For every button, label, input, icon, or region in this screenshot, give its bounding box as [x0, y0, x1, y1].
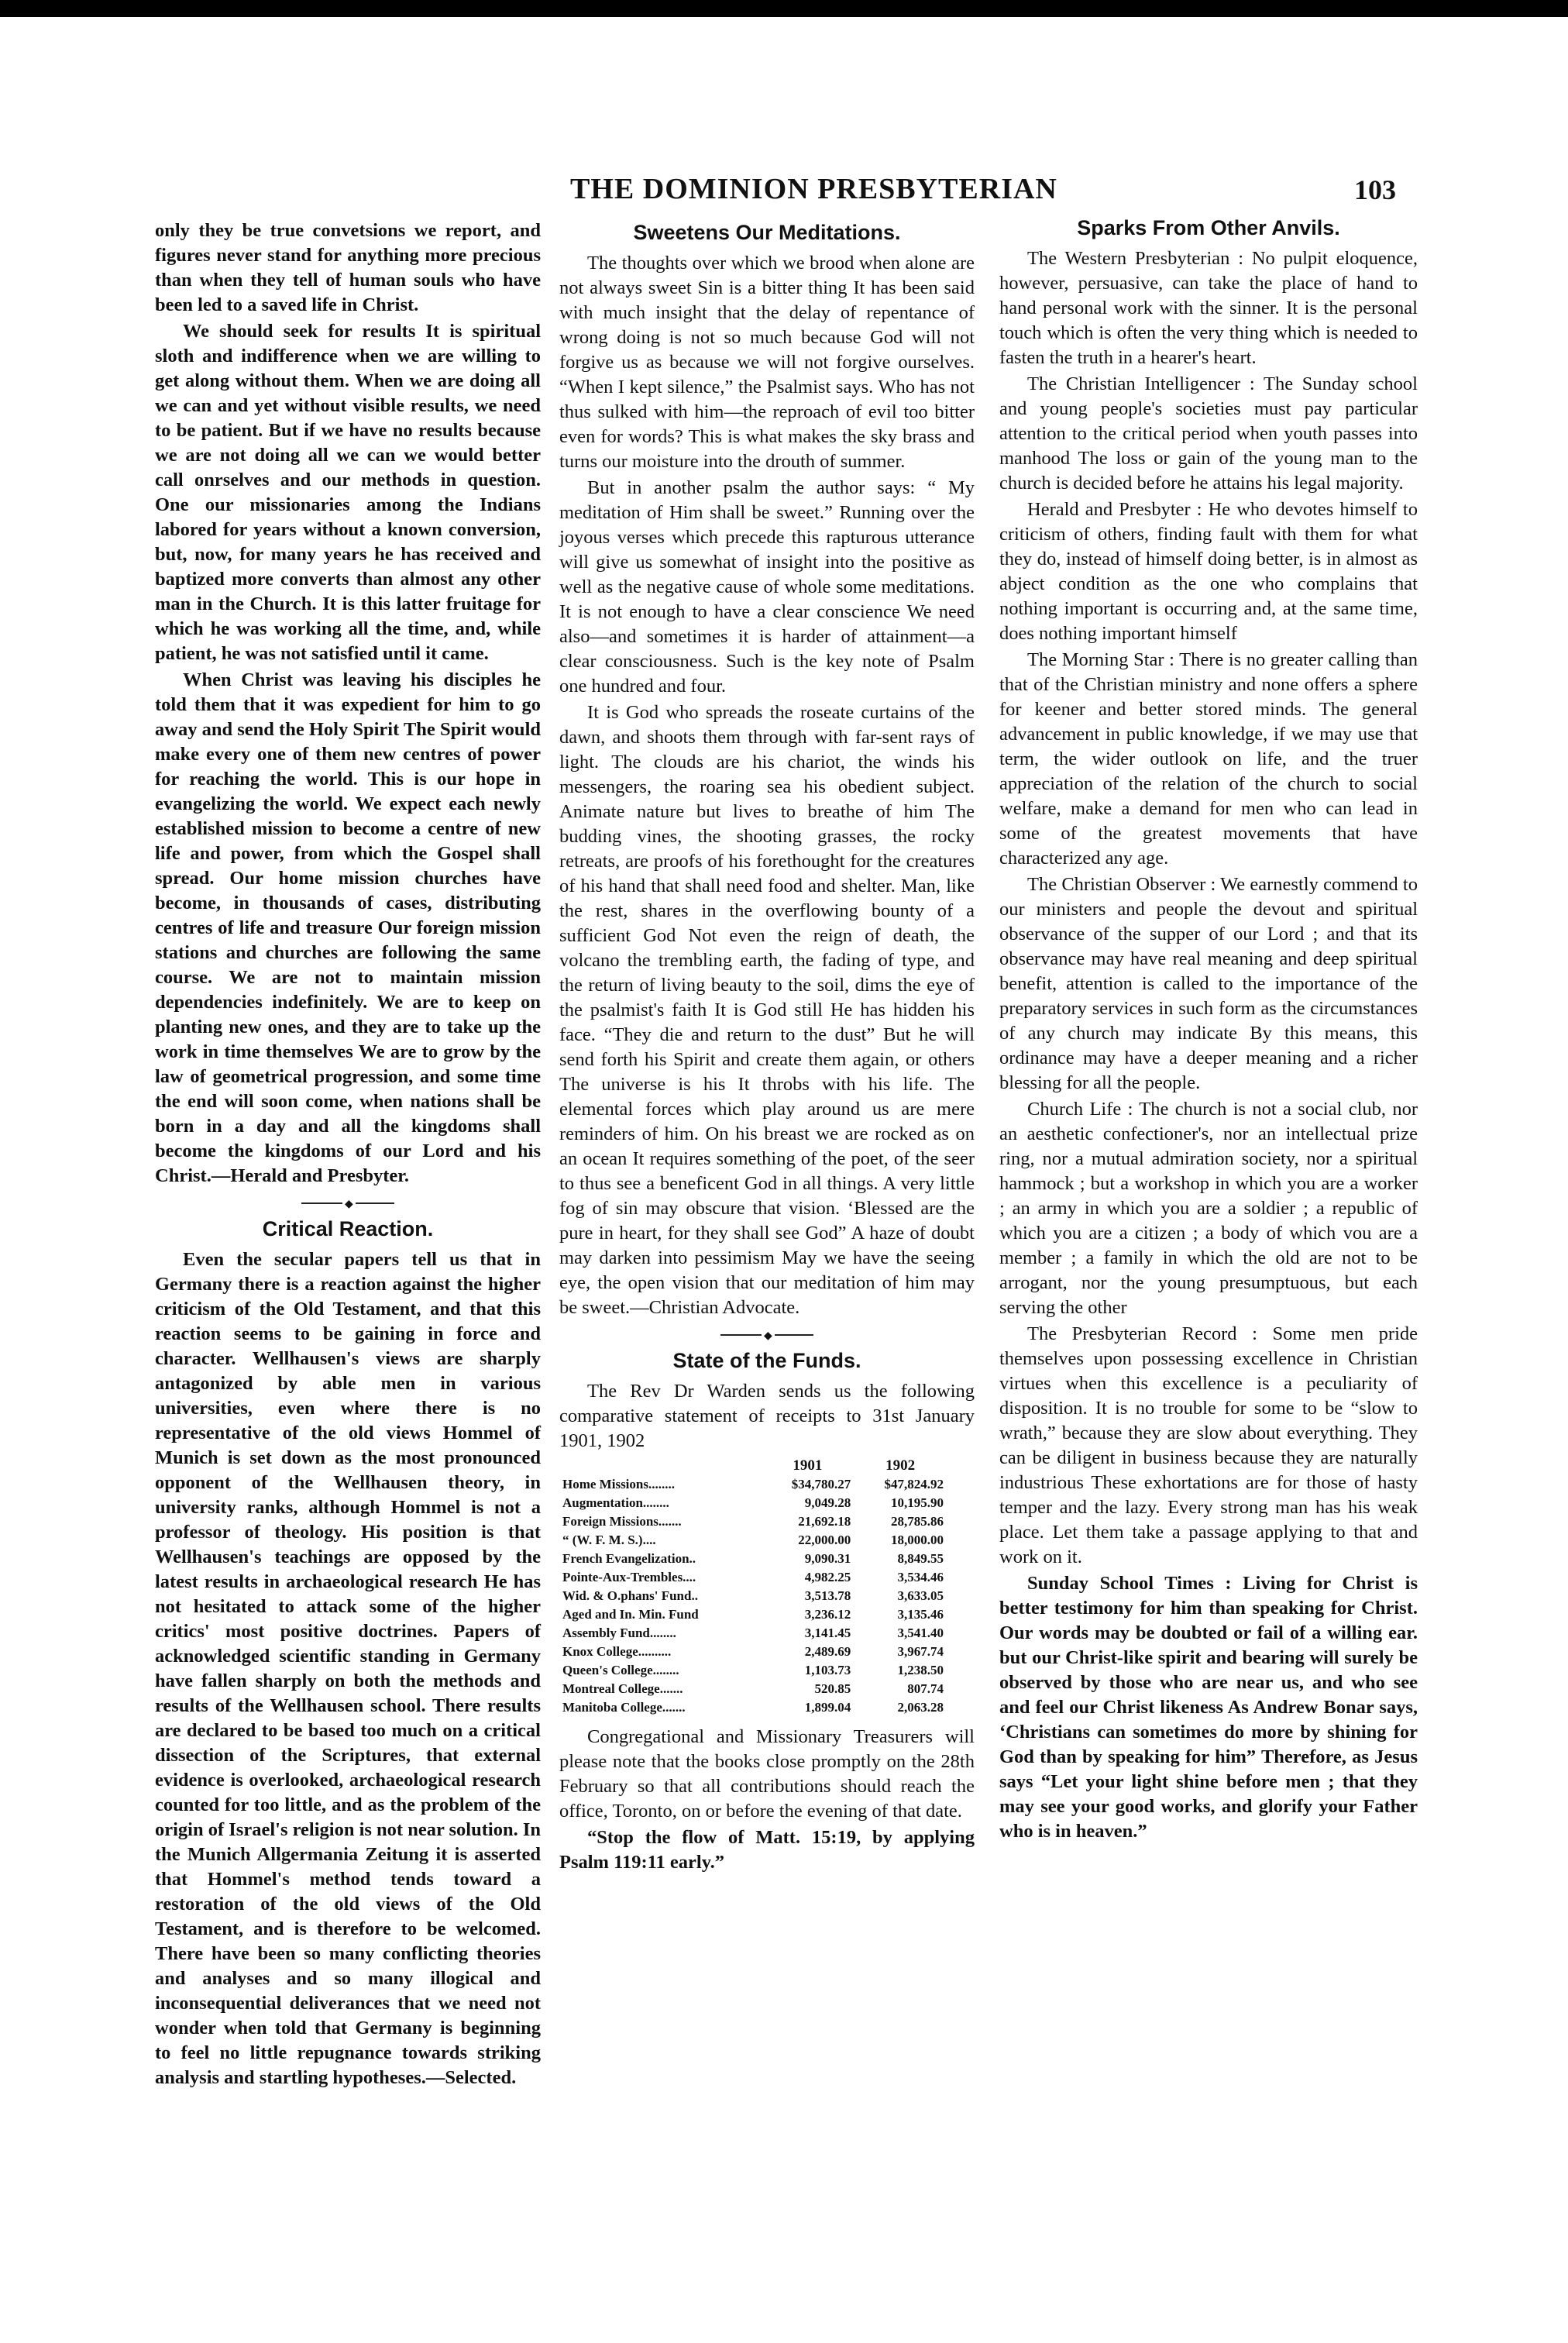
table-row [559, 1643, 947, 1661]
paragraph: The thoughts over which we brood when alone are not always sweet Sin is a bitter thing It has been said with much insight that the delay of repentance of wrong doing is not so much because God will not forgive us as because we will not forgive ourselves. “When I kept silence,” the Psalmist says. Who has not thus sulked with him—the reproach of evil too bitter even for words? This is what makes the sky brass and turns our moisture into the drouth of summer. [559, 253, 975, 472]
receipts-1902: 10,195.90 [891, 1495, 944, 1510]
receipts-1902: 3,633.05 [897, 1588, 944, 1603]
receipts-1902: $47,824.92 [884, 1477, 944, 1491]
paragraph: The Morning Star : There is no greater calling than that of the Christian ministry and none offers a sphere for keener and better stored minds. The general advancement in public knowledge, if we may use that term, the wider outlook on life, and the truer appreciation of the relation of the church to social welfare, make a demand for men who can lead in some of the greatest movements that have characterized any age. [999, 649, 1418, 869]
paragraph: When Christ was leaving his disciples he told them that it was expedient for him to go away and send the Holy Spirit The Spirit would make every one of them new centres of power for reaching the world. This is our hope in evangelizing the world. We expect each newly established mission to become a centre of new life and power, from which the Gospel shall spread. Our home mission churches have become, in thousands of cases, distributing centres of life and treasure Our foreign mission stations and churches are following the same course. We are not to maintain mission dependencies indefinitely. We are to keep on planting new ones, and they are to take up the work in time themselves We are to grow by the law of geometrical progression, and some time the end will soon come, when nations shall be born in a day and all the kingdoms shall become the kingdoms of our Lord and his Christ.—Herald and Presbyter. [155, 669, 541, 1186]
scripture-note: “Stop the flow of Matt. 15:19, by applying Psalm 119:11 early.” [559, 1827, 975, 1873]
paragraph: only they be true convetsions we report, and figures never stand for anything more precious than when they tell of human souls who have been led to a saved life in Christ. [155, 220, 541, 315]
table-row [559, 1698, 947, 1717]
table-row [559, 1587, 947, 1605]
table-row [559, 1680, 947, 1698]
column-header-fund [559, 1457, 761, 1475]
receipts-1902: 8,849.55 [897, 1551, 944, 1566]
paragraph: But in another psalm the author says: “ My meditation of Him shall be sweet.” Running over the joyous verses which precede this rapturous utterance will give us somewhat of insight into the positive as well as the negative cause of whole some meditations. It is not enough to have a clear conscience We need also—and sometimes it is harder of attainment—a clear consciousness. Such is the key note of Psalm one hundred and four. [559, 477, 975, 697]
page-number: 103 [1354, 174, 1396, 205]
fund-name: Manitoba College....... [562, 1700, 686, 1715]
receipts-1902: 28,785.86 [891, 1514, 944, 1529]
fund-name: “ (W. F. M. S.).... [562, 1533, 656, 1547]
fund-name: Knox College.......... [562, 1644, 672, 1659]
table-row [559, 1494, 947, 1512]
receipts-1901: 22,000.00 [798, 1533, 851, 1547]
paragraph: We should seek for results It is spiritual sloth and indifference when we are willing to get along without them. When we are doing all we can and yet without visible results, we need to be patient. But if we have no results because we are not doing all we can we would better call onrselves and our methods in question. One our missionaries among the Indians labored for years without a known conversion, but, now, for many years he has received and baptized more converts than almost any other man in the Church. It is this latter fruitage for which he was working all the time, and, while patient, he was not satisfied until it came. [155, 321, 541, 664]
receipts-1901: 3,236.12 [804, 1607, 851, 1622]
receipts-1901: 1,103.73 [804, 1663, 851, 1677]
receipts-1902: 3,534.46 [897, 1570, 944, 1584]
table-row [559, 1512, 947, 1531]
table-row [559, 1531, 947, 1550]
funds-table [559, 1457, 947, 1717]
newspaper-title: THE DOMINION PRESBYTERIAN [570, 173, 1057, 205]
table-row [559, 1661, 947, 1680]
heading-state-of-the-funds: State of the Funds. [672, 1349, 861, 1372]
paragraph: The Western Presbyterian : No pulpit eloquence, however, persuasive, can take the place of hand to hand personal work with the sinner. It is the personal touch which is often the very thing which is needed to fasten the truth in a hearer's heart. [999, 248, 1418, 368]
column-left [155, 218, 541, 2092]
fund-name: Pointe-Aux-Trembles.... [562, 1570, 696, 1584]
receipts-1901: 3,513.78 [804, 1588, 851, 1603]
paragraph: The Presbyterian Record : Some men pride themselves upon possessing excellence in Christian virtues when this excellence is a peculiarity of disposition. It is no trouble for some to be “slow to wrath,” because they are slow about everything. They can be diligent in business because they are naturally industrious These exhortations are for those of hasty temper and the lazy. Every strong man has his weak place. Let them take a passage applying to that and work on it. [999, 1323, 1418, 1567]
paragraph: Even the secular papers tell us that in Germany there is a reaction against the higher criticism of the Old Testament, and that this reaction seems to be gaining in force and character. Wellhausen's views are sharply antagonized by able men in various universities, even where there is no representative of the old views Hommel of Munich is set down as the most pronounced opponent of the Wellhausen theory, in university ranks, although Hommel is not a professor of theology. His position is that Wellhausen's teachings are opposed by the latest results in archaeological research He has not hesitated to attack some of the higher critics' most positive doctrines. Papers of acknowledged scientific standing in Germany have fallen sharply on both the methods and results of the Wellhausen school. There results are declared to be based too much on a critical dissection of the Scriptures, that external evidence is overlooked, archaeological research counted for too little, and as the problem of the origin of Israel's religion is not near solution. In the Munich Allgermania Zeitung it is asserted that Hommel's method tends toward a restoration of the old views of the Old Testament, and is therefore to be welcomed. There have been so many conflicting theories and analyses and so many illogical and inconsequential deliverances that we need not wonder when told that Germany is beginning to feel no little repugnance towards striking analysis and startling hypotheses.—Selected. [155, 1249, 541, 2088]
receipts-1902: 3,967.74 [897, 1644, 944, 1659]
fund-name: Foreign Missions....... [562, 1514, 682, 1529]
table-row [559, 1568, 947, 1587]
receipts-1901: 21,692.18 [798, 1514, 851, 1529]
receipts-1902: 1,238.50 [897, 1663, 944, 1677]
table-row [559, 1624, 947, 1643]
article-continuation [155, 218, 541, 1189]
fund-name: Augmentation........ [562, 1495, 669, 1510]
fund-name: Aged and In. Min. Fund [562, 1607, 699, 1622]
receipts-1902: 3,541.40 [897, 1626, 944, 1640]
table-row [559, 1475, 947, 1494]
masthead [0, 172, 1568, 218]
fund-name: Queen's College........ [562, 1663, 679, 1677]
receipts-1902: 3,135.46 [897, 1607, 944, 1622]
fund-name: Wid. & O.phans' Fund.. [562, 1588, 698, 1603]
paragraph: Congregational and Missionary Treasurers will please note that the books close promptly on the 28th February so that all contributions should reach the office, Toronto, on or before the evening of that date. [559, 1726, 975, 1822]
paragraph: The Christian Observer : We earnestly commend to our ministers and people the devout and spiritual observance of the supper of our Lord ; and that its observance may have real meaning and deep spiritual benefit, attention is called to the importance of the preparatory services in such form as the circumstances of any church may indicate By this means, this ordinance may have a deeper meaning and a richer blessing for all the people. [999, 874, 1418, 1093]
table-row [559, 1605, 947, 1624]
column-header-1902: 1902 [885, 1457, 916, 1474]
fund-name: Home Missions........ [562, 1477, 675, 1491]
heading-sweetens-our-meditations: Sweetens Our Meditations. [633, 221, 901, 244]
receipts-1901: 1,899.04 [804, 1700, 851, 1715]
heading-critical-reaction: Critical Reaction. [262, 1217, 434, 1240]
receipts-1902: 18,000.00 [891, 1533, 944, 1547]
column-middle [559, 220, 975, 1877]
receipts-1901: 9,090.31 [804, 1551, 851, 1566]
receipts-1901: $34,780.27 [791, 1477, 851, 1491]
receipts-1901: 3,141.45 [804, 1626, 851, 1640]
paragraph: The Rev Dr Warden sends us the following comparative statement of receipts to 31st January 1901, 1902 [559, 1381, 975, 1451]
paragraph: Sunday School Times : Living for Christ is better testimony for him than speaking for Christ. Our words may be doubted or fail of a willing ear. but our Christ-like spirit and bearing will surely be observed by those who are near us, and who see and feel our Christ likeness As Andrew Bonar says, ‘Christians can sometimes do more by shining for God than by speaking for him” Therefore, as Jesus says “Let your light shine before men ; that they may see your good works, and glorify your Father who is in heaven.” [999, 1573, 1418, 1842]
fund-name: French Evangelization.. [562, 1551, 696, 1566]
receipts-1901: 9,049.28 [804, 1495, 851, 1510]
column-right [999, 215, 1418, 1846]
paragraph: Church Life : The church is not a social club, nor an aesthetic confectioner's, nor an intellectual prize ring, nor a mutual admiration society, nor a spiritual hammock ; but a workshop in which you are a worker ; an army in which you are a soldier ; a republic of which you are a citizen ; a body of which vou are a member ; a family in which the old are not to be arrogant, nor the young presumptuous, but each serving the other [999, 1099, 1418, 1318]
section-divider [720, 1331, 813, 1339]
fund-name: Montreal College....... [562, 1681, 683, 1696]
receipts-1902: 807.74 [907, 1681, 944, 1696]
column-header-1901: 1901 [793, 1457, 823, 1474]
top-black-border [0, 0, 1568, 17]
table-row [559, 1550, 947, 1568]
receipts-1901: 520.85 [814, 1681, 851, 1696]
fund-name: Assembly Fund........ [562, 1626, 676, 1640]
paragraph: The Christian Intelligencer : The Sunday school and young people's societies must pay particular attention to the critical period when youth passes into manhood The loss or gain of the young man to the church is decided before he attains his legal majority. [999, 373, 1418, 494]
section-divider [301, 1199, 394, 1207]
receipts-1901: 4,982.25 [804, 1570, 851, 1584]
receipts-1901: 2,489.69 [804, 1644, 851, 1659]
paragraph: Herald and Presbyter : He who devotes himself to criticism of others, finding fault with them for what they do, instead of himself doing better, is in almost as abject condition as the one who complains that nothing important is occurring and, at the same time, does nothing important himself [999, 499, 1418, 644]
heading-sparks-from-other-anvils: Sparks From Other Anvils. [1077, 216, 1340, 239]
funds-table-header [559, 1457, 947, 1475]
receipts-1902: 2,063.28 [897, 1700, 944, 1715]
paragraph: It is God who spreads the roseate curtains of the dawn, and shoots them through with far-sent rays of light. The clouds are his chariot, the winds his messengers, the roaring sea his obedient subject. Animate nature but lives to breathe of him The budding vines, the shooting grasses, the rocky retreats, are proofs of his forethought for the creatures of his hand that shall need food and shelter. Man, like the rest, shares in the overflowing bounty of a sufficient God Not even the reign of death, the volcano the trembling earth, the fading of type, and the return of living beauty to the soil, dims the eye of the psalmist's faith It is God still He has hidden his face. “They die and return to the dust” But he will send forth his Spirit and create them again, or others The universe is his It throbs with his life. The elemental forces which play around us are mere reminders of him. On his breast we are rocked as on an ocean It requires something of the poet, of the seer to thus see a beneficent God in all things. A very little fog of sin may obscure that vision. ‘Blessed are the pure in heart, for they shall see God” A haze of doubt may darken into pessimism May we have the seeing eye, the open vision that our meditation of him may be sweet.—Christian Advocate. [559, 702, 975, 1318]
